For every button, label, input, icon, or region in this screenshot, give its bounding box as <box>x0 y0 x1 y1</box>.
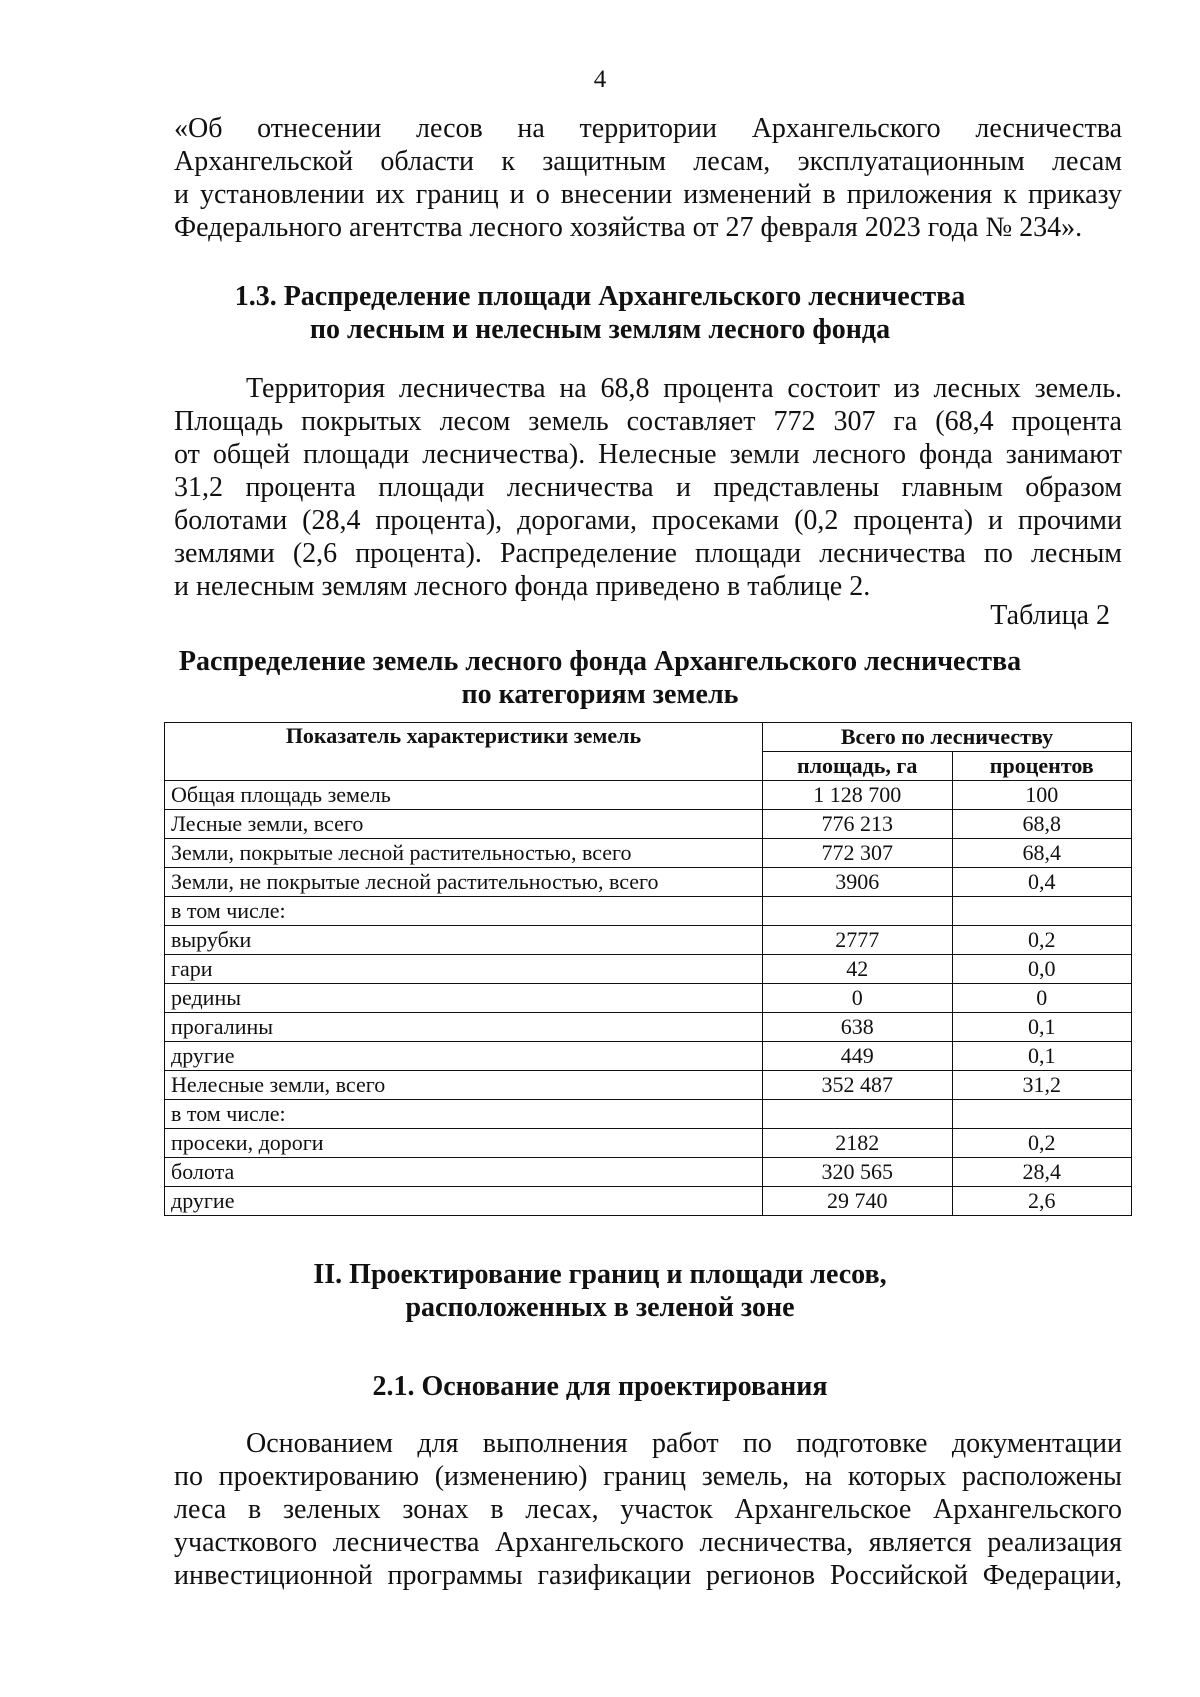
row-area <box>762 1100 952 1129</box>
table-row <box>165 984 1132 1013</box>
paragraph-line: Площадь покрытых лесом земель составляет 772 307 га (68,4 процента <box>174 406 1122 437</box>
table-row <box>165 1042 1132 1071</box>
section-2-heading-line2: расположенных в зеленой зоне <box>405 1292 795 1323</box>
paragraph-line: Территория лесничества на 68,8 процента состоит из лесных земель. <box>246 373 1122 404</box>
row-area: 638 <box>762 1013 952 1042</box>
paragraph-line: Основанием для выполнения работ по подготовке документации <box>246 1428 1122 1459</box>
table-row <box>165 810 1132 839</box>
row-percent: 28,4 <box>952 1158 1132 1187</box>
table-row <box>165 868 1132 897</box>
row-percent: 100 <box>952 781 1132 810</box>
row-label: другие <box>165 1187 763 1216</box>
intro-paragraph <box>174 112 1122 244</box>
paragraph-line: землями (2,6 процента). Распределение площади лесничества по лесным <box>174 538 1122 569</box>
row-label: Лесные земли, всего <box>165 810 763 839</box>
table-row <box>165 839 1132 868</box>
table-title: Распределение земель лесного фонда Архангельского лесничества <box>178 646 1022 677</box>
paragraph-line: инвестиционной программы газификации регионов Российской Федерации, <box>174 1560 1122 1591</box>
row-label: вырубки <box>165 926 763 955</box>
row-label: в том числе: <box>165 1100 763 1129</box>
row-label: другие <box>165 1042 763 1071</box>
row-percent <box>952 897 1132 926</box>
row-percent: 0,0 <box>952 955 1132 984</box>
row-percent: 31,2 <box>952 1071 1132 1100</box>
row-area: 3906 <box>762 868 952 897</box>
table-row <box>165 781 1132 810</box>
intro-line: Архангельской области к защитным лесам, эксплуатационным лесам <box>174 146 1122 177</box>
header-percent: процентов <box>952 752 1132 781</box>
row-area: 776 213 <box>762 810 952 839</box>
section-2-heading: II. Проектирование границ и площади лесов, <box>313 1259 887 1290</box>
page-number: 4 <box>593 66 607 93</box>
row-percent: 0 <box>952 984 1132 1013</box>
row-area: 449 <box>762 1042 952 1071</box>
paragraph-line: болотами (28,4 процента), дорогами, просеками (0,2 процента) и прочими <box>174 505 1122 536</box>
table-row <box>165 926 1132 955</box>
table-row <box>165 1100 1132 1129</box>
section-1-3-heading: 1.3. Распределение площади Архангельского лесничества <box>234 281 966 312</box>
table-row <box>165 1129 1132 1158</box>
table-row <box>165 1013 1132 1042</box>
row-percent: 2,6 <box>952 1187 1132 1216</box>
row-area <box>762 897 952 926</box>
header-total: Всего по лесничеству <box>762 723 1131 752</box>
row-percent: 0,2 <box>952 926 1132 955</box>
table-row <box>165 1158 1132 1187</box>
row-area: 2182 <box>762 1129 952 1158</box>
section-2-1-paragraph <box>174 1427 1122 1592</box>
intro-line: и установлении их границ и о внесении изменений в приложения к приказу <box>174 179 1122 210</box>
intro-line: Федерального агентства лесного хозяйства от 27 февраля 2023 года № 234». <box>174 212 1083 243</box>
row-percent <box>952 1100 1132 1129</box>
section-1-3-paragraph <box>174 372 1122 603</box>
paragraph-line: от общей площади лесничества). Нелесные земли лесного фонда занимают <box>174 439 1122 470</box>
land-distribution-table <box>164 722 1132 1216</box>
row-label: Земли, покрытые лесной растительностью, всего <box>165 839 763 868</box>
row-area: 320 565 <box>762 1158 952 1187</box>
header-area: площадь, га <box>762 752 952 781</box>
row-label: Земли, не покрытые лесной растительностью, всего <box>165 868 763 897</box>
table-row <box>165 1187 1132 1216</box>
paragraph-line: 31,2 процента площади лесничества и представлены главным образом <box>174 472 1122 503</box>
intro-line: «Об отнесении лесов на территории Архангельского лесничества <box>174 113 1122 144</box>
row-area: 2777 <box>762 926 952 955</box>
header-indicator: Показатель характеристики земель <box>165 723 763 781</box>
row-percent: 68,4 <box>952 839 1132 868</box>
row-label: в том числе: <box>165 897 763 926</box>
table-caption: Таблица 2 <box>990 600 1110 631</box>
row-label: просеки, дороги <box>165 1129 763 1158</box>
paragraph-line: леса в зеленых зонах в лесах, участок Архангельское Архангельского <box>174 1494 1122 1525</box>
row-label: редины <box>165 984 763 1013</box>
table-row <box>165 955 1132 984</box>
paragraph-line: по проектированию (изменению) границ земель, на которых расположены <box>174 1461 1122 1492</box>
row-percent: 0,1 <box>952 1042 1132 1071</box>
row-percent: 0,2 <box>952 1129 1132 1158</box>
row-area: 772 307 <box>762 839 952 868</box>
row-area: 352 487 <box>762 1071 952 1100</box>
row-label: Общая площадь земель <box>165 781 763 810</box>
row-area: 42 <box>762 955 952 984</box>
table-title-line2: по категориям земель <box>461 679 739 710</box>
paragraph-line: и нелесным землям лесного фонда приведено в таблице 2. <box>174 571 871 602</box>
table-body <box>165 781 1132 1216</box>
row-percent: 68,8 <box>952 810 1132 839</box>
row-area: 29 740 <box>762 1187 952 1216</box>
table-row <box>165 897 1132 926</box>
table-row <box>165 1071 1132 1100</box>
section-2-1-heading: 2.1. Основание для проектирования <box>372 1371 828 1402</box>
section-1-3-heading-line2: по лесным и нелесным землям лесного фонда <box>309 314 891 345</box>
row-percent: 0,4 <box>952 868 1132 897</box>
row-area: 0 <box>762 984 952 1013</box>
row-label: болота <box>165 1158 763 1187</box>
paragraph-line: участкового лесничества Архангельского лесничества, является реализация <box>174 1527 1122 1558</box>
row-label: прогалины <box>165 1013 763 1042</box>
row-percent: 0,1 <box>952 1013 1132 1042</box>
row-label: гари <box>165 955 763 984</box>
row-area: 1 128 700 <box>762 781 952 810</box>
row-label: Нелесные земли, всего <box>165 1071 763 1100</box>
